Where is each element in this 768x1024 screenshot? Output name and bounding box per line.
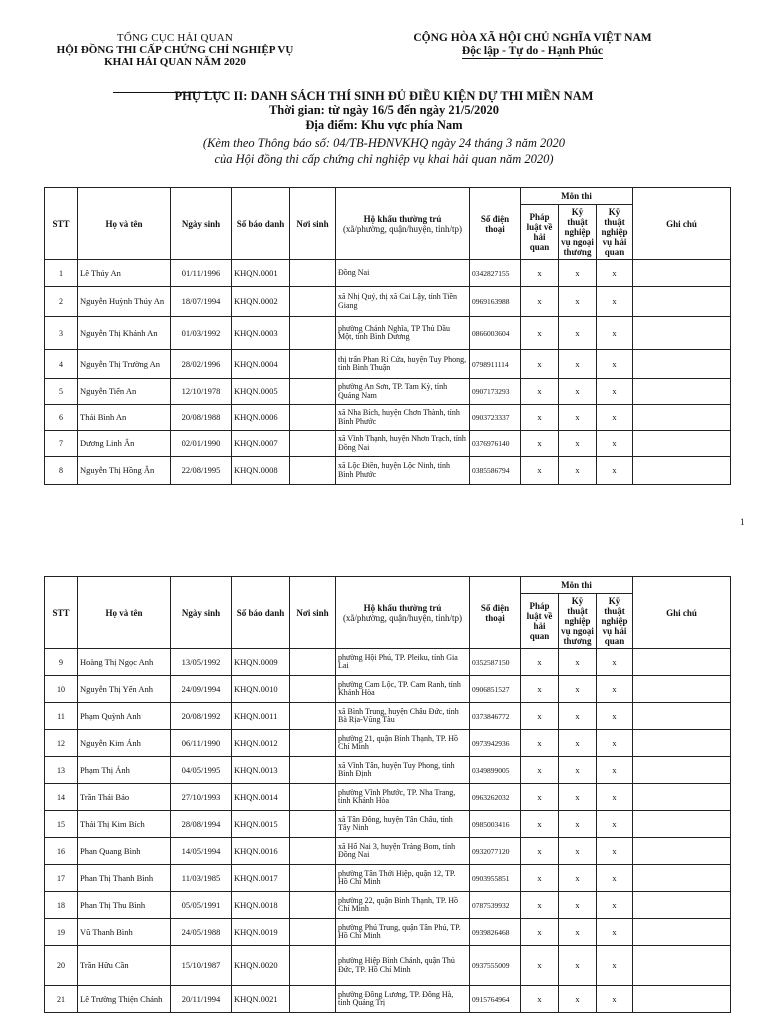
table-row: [45, 379, 731, 405]
row-name: Phạm Thị Ánh: [78, 757, 171, 784]
row-residence: phường 22, quận Bình Thạnh, TP. Hồ Chí Minh: [336, 892, 470, 919]
row-dob: 18/07/1994: [171, 287, 232, 317]
row-subject-foreign-trade: x: [559, 757, 597, 784]
row-subject-customs-law: x: [521, 379, 559, 405]
table-row: [45, 865, 731, 892]
row-name: Hoàng Thị Ngọc Anh: [78, 649, 171, 676]
row-subject-customs-technique: x: [597, 730, 633, 757]
header-notes: Ghi chú: [633, 577, 731, 649]
row-notes: [633, 730, 731, 757]
table-row: [45, 457, 731, 485]
header-notes: Ghi chú: [633, 188, 731, 260]
row-birthplace: [290, 865, 336, 892]
row-residence: xã Nhị Quý, thị xã Cai Lậy, tỉnh Tiền Giang: [336, 287, 470, 317]
row-name: Phan Thị Thu Bình: [78, 892, 171, 919]
row-stt: 5: [45, 379, 78, 405]
row-stt: 16: [45, 838, 78, 865]
row-name: Nguyễn Kim Ánh: [78, 730, 171, 757]
row-subject-foreign-trade: x: [559, 317, 597, 350]
row-stt: 2: [45, 287, 78, 317]
row-birthplace: [290, 350, 336, 379]
row-phone: 0349899005: [470, 757, 521, 784]
table-row: [45, 986, 731, 1013]
row-dob: 24/05/1988: [171, 919, 232, 946]
row-dob: 22/08/1995: [171, 457, 232, 485]
row-subject-customs-technique: x: [597, 919, 633, 946]
row-name: Lê Trường Thiện Chánh: [78, 986, 171, 1013]
row-phone: 0937555009: [470, 946, 521, 986]
row-sbd: KHQN.0019: [232, 919, 290, 946]
row-residence: Đồng Nai: [336, 260, 470, 287]
row-notes: [633, 379, 731, 405]
header-sbd: Số báo danh: [232, 577, 290, 649]
council-name-line1: HỘI ĐỒNG THI CẤP CHỨNG CHỈ NGHIỆP VỤ: [56, 44, 294, 56]
row-residence: phường An Sơn, TP. Tam Kỳ, tỉnh Quảng Nam: [336, 379, 470, 405]
row-sbd: KHQN.0013: [232, 757, 290, 784]
row-subject-customs-law: x: [521, 865, 559, 892]
table-row: [45, 703, 731, 730]
exam-period: Thời gian: từ ngày 16/5 đến ngày 21/5/2020: [268, 103, 500, 117]
row-birthplace: [290, 703, 336, 730]
row-subject-customs-technique: x: [597, 757, 633, 784]
row-residence: phường Đông Lương, TP. Đông Hà, tỉnh Quảng Trị: [336, 986, 470, 1013]
row-subject-foreign-trade: x: [559, 838, 597, 865]
header-residence: [336, 188, 470, 260]
row-dob: 01/03/1992: [171, 317, 232, 350]
row-name: Vũ Thanh Bình: [78, 919, 171, 946]
row-sbd: KHQN.0008: [232, 457, 290, 485]
republic-name: CỘNG HÒA XÃ HỘI CHỦ NGHĨA VIỆT NAM: [413, 32, 652, 44]
row-birthplace: [290, 784, 336, 811]
row-name: Nguyễn Thị Hồng Ân: [78, 457, 171, 485]
row-subject-customs-technique: x: [597, 676, 633, 703]
row-notes: [633, 703, 731, 730]
row-dob: 01/11/1996: [171, 260, 232, 287]
table-row: [45, 287, 731, 317]
row-notes: [633, 405, 731, 431]
header-subject-customs-law: Pháp luật về hải quan: [521, 205, 559, 260]
row-stt: 7: [45, 431, 78, 457]
row-phone: 0907173293: [470, 379, 521, 405]
table-row: [45, 317, 731, 350]
row-dob: 20/08/1988: [171, 405, 232, 431]
row-sbd: KHQN.0012: [232, 730, 290, 757]
row-phone: 0903955851: [470, 865, 521, 892]
row-subject-customs-technique: x: [597, 703, 633, 730]
row-birthplace: [290, 811, 336, 838]
row-dob: 12/10/1978: [171, 379, 232, 405]
row-subject-customs-law: x: [521, 431, 559, 457]
row-sbd: KHQN.0016: [232, 838, 290, 865]
row-subject-customs-technique: x: [597, 946, 633, 986]
row-sbd: KHQN.0002: [232, 287, 290, 317]
row-sbd: KHQN.0009: [232, 649, 290, 676]
row-stt: 8: [45, 457, 78, 485]
row-dob: 11/03/1985: [171, 865, 232, 892]
header-subject-foreign-trade: Kỹ thuật nghiệp vụ ngoại thương: [559, 205, 597, 260]
header-residence-note: (xã/phường, quận/huyện, tỉnh/tp): [342, 223, 463, 234]
row-subject-foreign-trade: x: [559, 784, 597, 811]
row-sbd: KHQN.0014: [232, 784, 290, 811]
row-subject-foreign-trade: x: [559, 350, 597, 379]
row-notes: [633, 784, 731, 811]
header-subjects: Môn thi: [521, 188, 633, 205]
row-name: Nguyễn Thị Trường An: [78, 350, 171, 379]
row-subject-customs-technique: x: [597, 260, 633, 287]
candidate-table-page2: [44, 576, 731, 1013]
row-subject-customs-law: x: [521, 649, 559, 676]
header-dob: Ngày sinh: [171, 188, 232, 260]
table-row: [45, 676, 731, 703]
row-stt: 17: [45, 865, 78, 892]
row-sbd: KHQN.0018: [232, 892, 290, 919]
row-phone: 0373846772: [470, 703, 521, 730]
row-subject-customs-technique: x: [597, 986, 633, 1013]
row-name: Thái Bình An: [78, 405, 171, 431]
row-stt: 10: [45, 676, 78, 703]
row-subject-foreign-trade: x: [559, 919, 597, 946]
row-stt: 18: [45, 892, 78, 919]
row-stt: 14: [45, 784, 78, 811]
row-sbd: KHQN.0005: [232, 379, 290, 405]
row-subject-foreign-trade: x: [559, 986, 597, 1013]
national-motto: Độc lập - Tự do - Hạnh Phúc: [461, 45, 604, 57]
row-subject-customs-law: x: [521, 946, 559, 986]
row-stt: 13: [45, 757, 78, 784]
row-stt: 21: [45, 986, 78, 1013]
row-residence: xã Nha Bích, huyện Chơn Thành, tỉnh Bình Phước: [336, 405, 470, 431]
row-subject-customs-technique: x: [597, 649, 633, 676]
row-birthplace: [290, 260, 336, 287]
row-subject-customs-law: x: [521, 317, 559, 350]
row-phone: 0352587150: [470, 649, 521, 676]
header-dob: Ngày sinh: [171, 577, 232, 649]
page-number: 1: [740, 517, 745, 527]
row-phone: 0376976140: [470, 431, 521, 457]
row-birthplace: [290, 405, 336, 431]
row-subject-customs-technique: x: [597, 892, 633, 919]
row-birthplace: [290, 287, 336, 317]
row-dob: 06/11/1990: [171, 730, 232, 757]
header-subject-customs-technique: Kỹ thuật nghiệp vụ hải quan: [597, 205, 633, 260]
row-birthplace: [290, 649, 336, 676]
row-phone: 0963262032: [470, 784, 521, 811]
row-subject-customs-technique: x: [597, 431, 633, 457]
row-residence: phường Phú Trung, quận Tân Phú, TP. Hồ Chí Minh: [336, 919, 470, 946]
row-dob: 27/10/1993: [171, 784, 232, 811]
row-subject-foreign-trade: x: [559, 431, 597, 457]
row-name: Nguyễn Huỳnh Thúy An: [78, 287, 171, 317]
row-birthplace: [290, 919, 336, 946]
row-birthplace: [290, 317, 336, 350]
row-notes: [633, 986, 731, 1013]
row-notes: [633, 919, 731, 946]
row-notes: [633, 811, 731, 838]
row-dob: 20/11/1994: [171, 986, 232, 1013]
row-residence: thị trấn Phan Rí Cửa, huyện Tuy Phong, tỉnh Bình Thuận: [336, 350, 470, 379]
row-subject-customs-law: x: [521, 350, 559, 379]
row-birthplace: [290, 457, 336, 485]
row-subject-foreign-trade: x: [559, 892, 597, 919]
row-subject-customs-law: x: [521, 287, 559, 317]
table-row: [45, 260, 731, 287]
row-phone: 0385586794: [470, 457, 521, 485]
row-phone: 0866003604: [470, 317, 521, 350]
row-dob: 28/08/1994: [171, 811, 232, 838]
row-phone: 0342827155: [470, 260, 521, 287]
row-subject-customs-law: x: [521, 757, 559, 784]
row-stt: 6: [45, 405, 78, 431]
reference-note-line1: (Kèm theo Thông báo số: 04/TB-HĐNVKHQ ngày 24 tháng 3 năm 2020: [202, 136, 566, 150]
row-residence: xã Hố Nai 3, huyện Trảng Bom, tỉnh Đồng Nai: [336, 838, 470, 865]
row-subject-customs-law: x: [521, 457, 559, 485]
row-birthplace: [290, 986, 336, 1013]
header-residence: [336, 577, 470, 649]
row-birthplace: [290, 379, 336, 405]
row-notes: [633, 892, 731, 919]
header-residence-title: Hộ khẩu thường trú: [363, 213, 442, 224]
row-notes: [633, 431, 731, 457]
header-right: [395, 32, 670, 59]
row-dob: 04/05/1995: [171, 757, 232, 784]
row-phone: 0798911114: [470, 350, 521, 379]
row-name: Phan Thị Thanh Bình: [78, 865, 171, 892]
row-notes: [633, 317, 731, 350]
document-title: PHỤ LỤC II: DANH SÁCH THÍ SINH ĐỦ ĐIỀU KIỆN DỰ THI MIỀN NAM: [174, 89, 594, 103]
row-subject-foreign-trade: x: [559, 865, 597, 892]
row-subject-customs-technique: x: [597, 405, 633, 431]
row-sbd: KHQN.0001: [232, 260, 290, 287]
row-residence: xã Tân Đông, huyện Tân Châu, tỉnh Tây Ninh: [336, 811, 470, 838]
row-name: Nguyễn Thị Khánh An: [78, 317, 171, 350]
row-name: Nguyễn Thị Yến Anh: [78, 676, 171, 703]
header-residence-note: (xã/phường, quận/huyện, tỉnh/tp): [342, 612, 463, 623]
row-subject-foreign-trade: x: [559, 946, 597, 986]
row-sbd: KHQN.0020: [232, 946, 290, 986]
row-subject-customs-law: x: [521, 892, 559, 919]
row-phone: 0903723337: [470, 405, 521, 431]
row-name: Thái Thị Kim Bích: [78, 811, 171, 838]
row-subject-customs-technique: x: [597, 379, 633, 405]
row-subject-customs-technique: x: [597, 838, 633, 865]
header-stt: STT: [45, 577, 78, 649]
row-birthplace: [290, 838, 336, 865]
row-stt: 11: [45, 703, 78, 730]
header-phone: Số điện thoại: [470, 188, 521, 260]
table-row: [45, 405, 731, 431]
row-phone: 0932077120: [470, 838, 521, 865]
row-subject-customs-law: x: [521, 676, 559, 703]
row-subject-customs-law: x: [521, 811, 559, 838]
row-birthplace: [290, 676, 336, 703]
row-phone: 0969163988: [470, 287, 521, 317]
row-subject-foreign-trade: x: [559, 457, 597, 485]
row-stt: 3: [45, 317, 78, 350]
candidate-table-page1: [44, 187, 731, 485]
table-row: [45, 784, 731, 811]
row-name: Phan Quang Bình: [78, 838, 171, 865]
row-notes: [633, 838, 731, 865]
row-dob: 02/01/1990: [171, 431, 232, 457]
row-notes: [633, 260, 731, 287]
row-notes: [633, 865, 731, 892]
header-subject-customs-law: Pháp luật về hải quan: [521, 594, 559, 649]
row-residence: xã Bình Trung, huyện Châu Đức, tỉnh Bà Rịa-Vũng Tàu: [336, 703, 470, 730]
row-subject-customs-law: x: [521, 405, 559, 431]
agency-name: TỔNG CỤC HẢI QUAN: [116, 32, 234, 44]
table-row: [45, 757, 731, 784]
row-dob: 24/09/1994: [171, 676, 232, 703]
row-subject-foreign-trade: x: [559, 260, 597, 287]
row-birthplace: [290, 946, 336, 986]
row-birthplace: [290, 892, 336, 919]
row-subject-foreign-trade: x: [559, 405, 597, 431]
row-sbd: KHQN.0017: [232, 865, 290, 892]
table-row: [45, 811, 731, 838]
row-residence: phường 21, quận Bình Thạnh, TP. Hồ Chí Minh: [336, 730, 470, 757]
table-row: [45, 649, 731, 676]
header-phone: Số điện thoại: [470, 577, 521, 649]
row-notes: [633, 350, 731, 379]
row-subject-foreign-trade: x: [559, 730, 597, 757]
row-stt: 20: [45, 946, 78, 986]
row-dob: 15/10/1987: [171, 946, 232, 986]
row-subject-foreign-trade: x: [559, 379, 597, 405]
row-stt: 12: [45, 730, 78, 757]
row-subject-customs-law: x: [521, 986, 559, 1013]
row-subject-foreign-trade: x: [559, 676, 597, 703]
row-residence: phường Vĩnh Phước, TP. Nha Trang, tỉnh Khánh Hòa: [336, 784, 470, 811]
row-birthplace: [290, 431, 336, 457]
row-phone: 0973942936: [470, 730, 521, 757]
header-left: [30, 32, 320, 68]
header-birthplace: Nơi sinh: [290, 188, 336, 260]
row-stt: 15: [45, 811, 78, 838]
row-subject-customs-law: x: [521, 784, 559, 811]
row-stt: 1: [45, 260, 78, 287]
table-row: [45, 431, 731, 457]
row-sbd: KHQN.0021: [232, 986, 290, 1013]
row-subject-customs-technique: x: [597, 317, 633, 350]
header-birthplace: Nơi sinh: [290, 577, 336, 649]
row-sbd: KHQN.0003: [232, 317, 290, 350]
row-sbd: KHQN.0015: [232, 811, 290, 838]
row-name: Lê Thúy An: [78, 260, 171, 287]
row-dob: 28/02/1996: [171, 350, 232, 379]
row-notes: [633, 649, 731, 676]
row-notes: [633, 287, 731, 317]
row-phone: 0915764964: [470, 986, 521, 1013]
row-subject-customs-technique: x: [597, 350, 633, 379]
table-row: [45, 946, 731, 986]
header-residence-title: Hộ khẩu thường trú: [363, 602, 442, 613]
row-subject-customs-technique: x: [597, 784, 633, 811]
row-subject-customs-technique: x: [597, 287, 633, 317]
row-sbd: KHQN.0010: [232, 676, 290, 703]
header-stt: STT: [45, 188, 78, 260]
header-subject-foreign-trade: Kỹ thuật nghiệp vụ ngoại thương: [559, 594, 597, 649]
council-name-line2: KHAI HẢI QUAN NĂM 2020: [104, 56, 246, 68]
table-row: [45, 892, 731, 919]
row-dob: 20/08/1992: [171, 703, 232, 730]
row-subject-foreign-trade: x: [559, 703, 597, 730]
header-sbd: Số báo danh: [232, 188, 290, 260]
row-sbd: KHQN.0007: [232, 431, 290, 457]
row-dob: 13/05/1992: [171, 649, 232, 676]
table-row: [45, 730, 731, 757]
row-stt: 19: [45, 919, 78, 946]
row-name: Trần Thái Bảo: [78, 784, 171, 811]
row-subject-customs-law: x: [521, 730, 559, 757]
row-phone: 0985003416: [470, 811, 521, 838]
row-subject-customs-law: x: [521, 260, 559, 287]
row-notes: [633, 757, 731, 784]
table-row: [45, 919, 731, 946]
row-subject-customs-technique: x: [597, 457, 633, 485]
row-residence: xã Vĩnh Tân, huyện Tuy Phong, tỉnh Bình Định: [336, 757, 470, 784]
row-sbd: KHQN.0004: [232, 350, 290, 379]
row-subject-customs-law: x: [521, 703, 559, 730]
row-name: Dương Linh Ân: [78, 431, 171, 457]
row-stt: 4: [45, 350, 78, 379]
row-name: Nguyễn Tiến An: [78, 379, 171, 405]
row-residence: xã Lộc Điền, huyện Lộc Ninh, tỉnh Bình Phước: [336, 457, 470, 485]
row-subject-customs-technique: x: [597, 811, 633, 838]
exam-location: Địa điểm: Khu vực phía Nam: [305, 118, 463, 132]
row-residence: phường Hiệp Bình Chánh, quận Thủ Đức, TP. Hồ Chí Minh: [336, 946, 470, 986]
row-residence: phường Tân Thới Hiệp, quận 12, TP. Hồ Chí Minh: [336, 865, 470, 892]
row-birthplace: [290, 757, 336, 784]
row-subject-foreign-trade: x: [559, 649, 597, 676]
row-notes: [633, 676, 731, 703]
row-subject-customs-technique: x: [597, 865, 633, 892]
row-sbd: KHQN.0006: [232, 405, 290, 431]
row-subject-customs-law: x: [521, 919, 559, 946]
row-residence: phường Hội Phú, TP. Pleiku, tỉnh Gia Lai: [336, 649, 470, 676]
row-subject-customs-law: x: [521, 838, 559, 865]
row-phone: 0906851527: [470, 676, 521, 703]
row-subject-foreign-trade: x: [559, 811, 597, 838]
header-name: Họ và tên: [78, 577, 171, 649]
row-notes: [633, 946, 731, 986]
row-residence: phường Chánh Nghĩa, TP Thủ Dầu Một, tỉnh Bình Dương: [336, 317, 470, 350]
row-phone: 0787539932: [470, 892, 521, 919]
reference-note-line2: của Hội đồng thi cấp chứng chỉ nghiệp vụ khai hải quan năm 2020): [214, 152, 554, 166]
row-stt: 9: [45, 649, 78, 676]
row-dob: 05/05/1991: [171, 892, 232, 919]
row-residence: xã Vĩnh Thạnh, huyện Nhơn Trạch, tỉnh Đồng Nai: [336, 431, 470, 457]
header-subjects: Môn thi: [521, 577, 633, 594]
table-row: [45, 838, 731, 865]
row-residence: phường Cam Lộc, TP. Cam Ranh, tỉnh Khánh Hòa: [336, 676, 470, 703]
header-subject-customs-technique: Kỹ thuật nghiệp vụ hải quan: [597, 594, 633, 649]
row-phone: 0939826468: [470, 919, 521, 946]
row-subject-foreign-trade: x: [559, 287, 597, 317]
row-birthplace: [290, 730, 336, 757]
table-row: [45, 350, 731, 379]
row-name: Trần Hữu Cần: [78, 946, 171, 986]
row-notes: [633, 457, 731, 485]
header-name: Họ và tên: [78, 188, 171, 260]
row-dob: 14/05/1994: [171, 838, 232, 865]
row-sbd: KHQN.0011: [232, 703, 290, 730]
row-name: Phạm Quỳnh Anh: [78, 703, 171, 730]
